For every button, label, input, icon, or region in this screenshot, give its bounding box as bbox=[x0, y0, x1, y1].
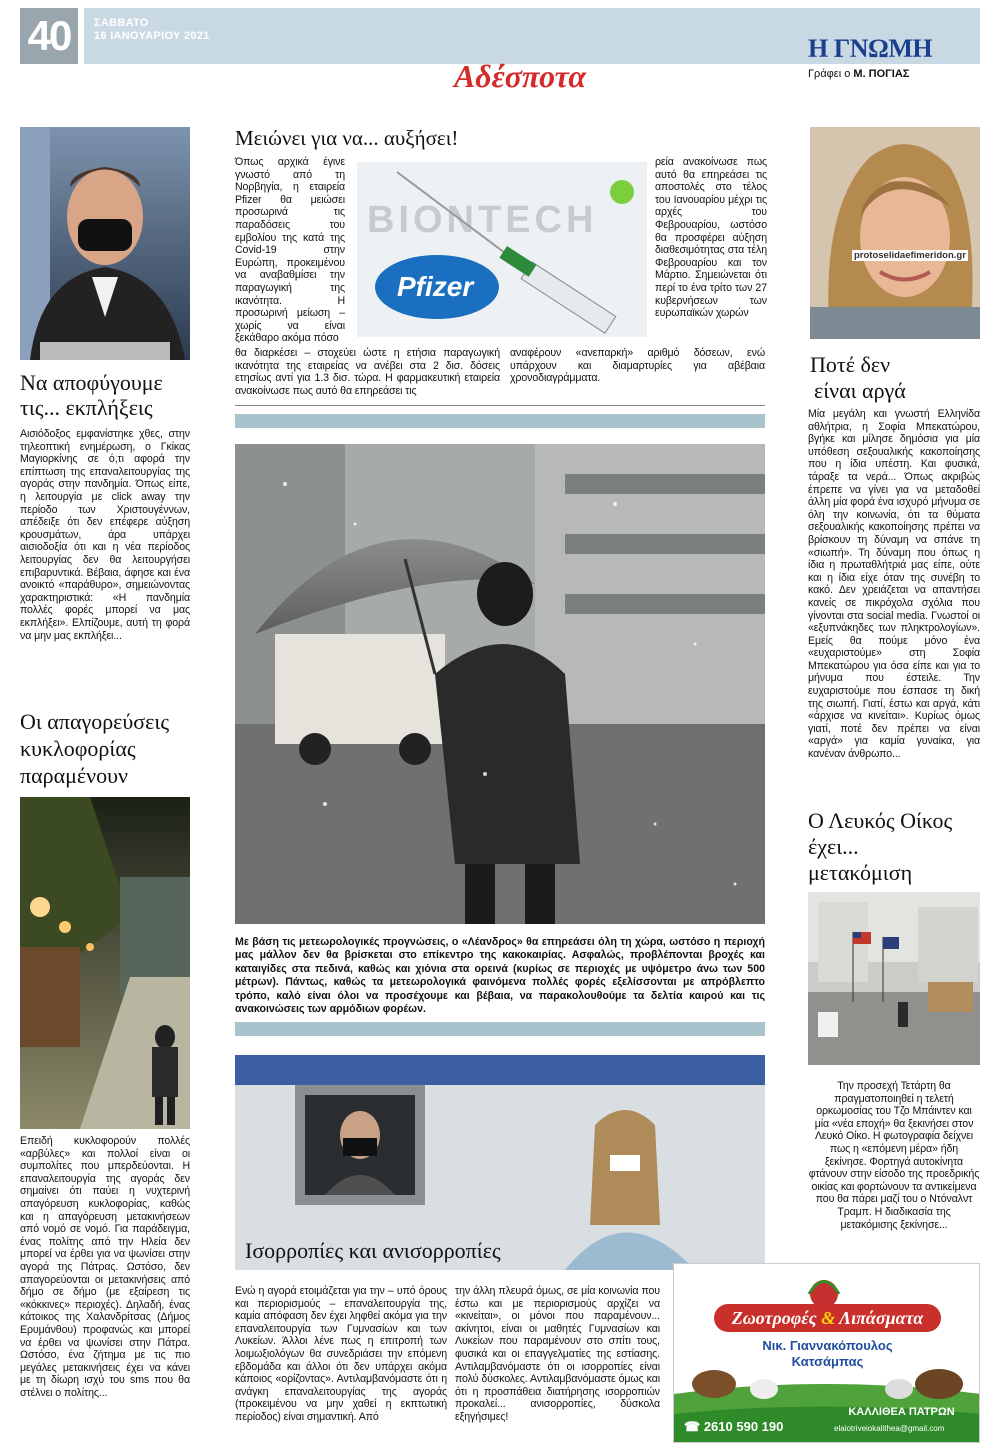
article-pfizer-col3: ρεία ανακοίνωσε πως αυτό θα επηρεάσει τις αποστολές στο τέλος του Ιανουαρίου μέχρι τις αρχές του Φεβρουαρίου, ωστόσο θα προσφέρει αύξηση διαθεσιμότητας στα τέλη Φεβρουαρίου και τον Μάρτιο. Σημειώνεται ότι περί το ένα τρίτο των 27 κυβερνήσεων των ευρωπαϊκών χωρών bbox=[655, 156, 767, 320]
headline-line-2: είναι αργά bbox=[814, 378, 906, 403]
ad-title-part2: Λιπάσματα bbox=[839, 1308, 924, 1328]
headline-line-1: Οι απαγορεύσεις bbox=[20, 709, 170, 734]
ad-email: elaiotriveiokalithea@gmail.com bbox=[834, 1424, 945, 1433]
page-number: 40 bbox=[20, 8, 78, 64]
article-never-too-late-body: Μία μεγάλη και γνωστή Ελληνίδα αθλήτρια, η Σοφία Μπεκατώρου, βγήκε και μίλησε δημόσια για μία υπόθεση σεξουαλικής κακοποίησης που η ίδια υπέστη. Και φυσικά, τάραξε τα νερά... Όπως ακριβώς έπρεπε να γίνει για να μεταδοθεί άλλη μία φορά ένα ισχυρό μήνυμα σε όλη την κοινωνία, ότι τα θύματα σεξουαλικής κακοποίησης πρέπει να βρίσκουν τη δύναμη να σπάνε τη «σιωπή». Τη δύναμη που όπως η ίδια η πρωταθλήτριά μας είπε, ούτε και η ίδια είχε όταν της συνέβη το κακό. Δεν χρειάζεται να απαντήσει κανείς σε πικρόχολα σχόλια που γίνονται στα social media. Γνωστοί οι «εξυπνάκηδες των πληκτρολογίων». Εμείς θα πούμε μόνο ένα «ευχαριστούμε» στη Σοφία Μπεκατώρου για όσα είπε και για το μήνυμα που έστειλε. Την ευχαριστούμε που έσπασε τη δική της σιωπή. Γιατί, έστω και αργά, κάτι «άρχισε να κινείται». Κυρίως όμως γιατί, ποτέ δεν πρέπει να είναι «αργά» για καμία γυναίκα, για κανέναν άνθρωπο... bbox=[808, 408, 980, 761]
photo-white-house-svg bbox=[808, 892, 980, 1065]
headline-line-1: Ποτέ δεν bbox=[810, 352, 891, 377]
headline-white-house bbox=[808, 808, 983, 886]
headline-line-3: μετακόμιση bbox=[808, 860, 913, 885]
photo-sofia-bekatorou bbox=[810, 127, 980, 339]
column-writer bbox=[808, 68, 909, 80]
headline-line-2: τις... εκπλήξεις bbox=[20, 395, 153, 420]
ad-title-part1: Ζωοτροφές bbox=[731, 1308, 817, 1328]
article-white-house-body: Την προσεχή Τετάρτη θα πραγματοποιηθεί η τελετή ορκωμοσίας του Τζο Μπάιντεν και μία «νέα εποχή» θα ξεκινήσει στον Λευκό Οίκο. Η φωτογραφία δείχνει πως η «επόμενη μέρα» ήδη ξεκίνησε. Φορτηγά αυτοκίνητα φτάνουν στην είσοδο της προεδρικής οικίας και φορτώνουν τα αντικείμενα που θα πάρει μαζί του ο Ντόναλντ Τραμπ. Η διαδικασία της μετακόμισης ξεκίνησε... bbox=[808, 1080, 980, 1231]
section-title: Αδέσποτα bbox=[453, 58, 587, 94]
headline-never-too-late bbox=[810, 352, 980, 404]
ad-phone bbox=[684, 1419, 783, 1435]
article-pfizer-col1: Όπως αρχικά έγινε γνωστό από τη Νορβηγία, η εταιρεία Pfizer θα μειώσει προσωρινά τις παραδόσεις του εμβολίου της κατά της Covid-19 στην Ευρώπη, προκειμένου να αναβαθμίσει την παραγωγική της ικανότητα. Η προσωρινή μείωση – χωρίς να είναι ξεκάθαρο ακόμα πόσο bbox=[235, 156, 345, 345]
headline-balances: Ισορροπίες και ανισορροπίες bbox=[245, 1238, 501, 1263]
photo-night-street-svg bbox=[20, 797, 190, 1129]
headline-line-2: κυκλοφορίας bbox=[20, 736, 136, 761]
ad-phone-number: 2610 590 190 bbox=[703, 1419, 784, 1434]
writer-prefix: Γράφει ο bbox=[808, 68, 851, 80]
photo-umbrella-svg bbox=[235, 444, 765, 924]
ad-title-amp: & bbox=[821, 1308, 836, 1328]
article-restrictions-body: Επειδή κυκλοφορούν πολλές «αρβύλες» και πολλοί είναι οι συμπολίτες που μπερδεύονται. Η επαναλειτουργία της αγοράς δεν σημαίνει ότι παύει η νυχτερινή απαγόρευση κυκλοφορίας, καθώς και η απαγόρευση μετακινήσεων από νομό σε νομό. Για παράδειγμα, ένας πολίτης από την Ηλεία δεν μπορεί να έρθει για να ψωνίσει στην αγορά της Πάτρας. Ωστόσο, δεν απαγορεύονται οι μετακινήσεις από δήμο σε δήμο (με εξαίρεση τις «κόκκινες» περιοχές). Δηλαδή, ένας κάτοικος της Χαλανδρίτσας (Δήμος Ερυμάνθου) προφανώς και μπορεί να έρθει να ψωνίσει στην Πάτρα. Ωστόσο, ένα ζήτημα με τις πιο μεγάλες μετακινήσεις έχει να κάνει με τη δίωρη ισχύ του sms που θα στέλνει ο πολίτης... bbox=[20, 1135, 190, 1399]
ad-owner-line2: Κατσάμπας bbox=[791, 1354, 864, 1369]
headline-reduce-to-increase: Μειώνει για να... αυξήσει! bbox=[235, 126, 459, 150]
watermark: protoselidaefimeridon.gr bbox=[854, 250, 966, 261]
headline-avoid-surprises bbox=[20, 370, 195, 420]
article-pfizer-bottom-left: θα διαρκέσει – στοχεύει ώστε η ετήσια παραγωγική ικανότητα της εταιρείας να ανέβει στα 2 δισ. δόσεις ετησίως αντί για 1.3 δισ. τώρα. Η φαρμακευτική εταιρεία ανακοίνωσε πως αυτό θα επηρεάσει τις bbox=[235, 347, 500, 397]
photo-caption-weather: Με βάση τις μετεωρολογικές προγνώσεις, ο «Λέανδρος» θα επηρεάσει όλη τη χώρα, ωστόσο η περιοχή μας μάλλον δεν θα βρίσκεται στο επίκεντρο της κακοκαιρίας. Ασφαλώς, προβλέπονται βροχές και καταιγίδες στα πεδινά, καθώς και χιόνια στα ορεινά (κυρίως σε περιοχές με υψόμετρο άνω των 500 μέτρων). Πάντως, καθώς τα μετεωρολογικά φαινόμενα πολλές φορές εξελίσσονται με απρόβλεπτο τρόπο, καλό είναι όλοι να προσέχουμε και βέβαια, να παρακολουθούμε τα δελτία καιρού και τις ανακοινώσεις των αρμόδιων φορέων. bbox=[235, 936, 765, 1016]
headline-line-1: Να αποφύγουμε bbox=[20, 370, 163, 395]
photo-night-street bbox=[20, 797, 190, 1129]
header-day: ΣΑΒΒΑΤΟ bbox=[94, 17, 149, 29]
divider bbox=[235, 405, 765, 406]
advertisement-feed-store bbox=[673, 1263, 980, 1443]
pfizer-image-text: Pfizer bbox=[397, 271, 474, 302]
writer-name: Μ. ΠΟΓΙΑΣ bbox=[853, 68, 910, 80]
photo-sofia-svg bbox=[810, 127, 980, 339]
photo-umbrella-snow bbox=[235, 444, 765, 924]
headline-line-1: Ο Λευκός Οίκος bbox=[808, 808, 953, 833]
article-avoid-surprises-body: Αισιόδοξος εμφανίστηκε χθες, στην τηλεοπτική ενημέρωση, ο Γκίκας Μαγιορκίνης σε ό,τι αφορά την επίπτωση της επαναλειτουργίας της αγοράς στην πανδημία. Όπως είπε, η λειτουργία με click away την περίοδο των Χριστουγέννων, απέδειξε ότι δεν επέφερε αύξηση κρουσμάτων, άρα υπάρχει αισιοδοξία ότι και η νέα περίοδος λειτουργίας δεν θα λειτουργήσει επιβαρυντικά. Βέβαια, άφησε και ένα ανοικτό «παράθυρο», σημειώνοντας χαρακτηριστικά: «Η πανδημία πολλές φορές μπορεί να μας εκπλήξει». Ελπίζουμε, αυτή τη φορά να μην μας εκπλήξει... bbox=[20, 428, 190, 642]
phone-icon: ☎ bbox=[684, 1419, 701, 1434]
photo-white-house-moving bbox=[808, 892, 980, 1065]
headline-line-3: παραμένουν bbox=[20, 763, 128, 788]
ad-owner-line1: Νικ. Γιαννακόπουλος bbox=[762, 1338, 893, 1353]
photo-pfizer-biontech-vaccine bbox=[357, 162, 647, 337]
newspaper-logo-text: Η ΓΝΩΜΗ bbox=[808, 34, 933, 63]
article-balances-col1: Ενώ η αγορά ετοιμάζεται για την – υπό όρους και περιορισμούς – επαναλειτουργία της, καμία απόφαση δεν έχει ληφθεί ακόμα για την επαναλειτουργία των Γυμνασίων και των Λυκείων. Άλλοι λένε πως η επιτροπή των λοιμωξιολόγων θα συνεδριάσει την επόμενη εβδομάδα και άλλοι ότι δεν υπάρχει ακόμα κάποιος «ορίζοντας». Αντιλαμβανόμαστε ότι η ανάγκη επαναλειτουργίας της αγοράς (προκειμένου να μην χαθεί η εκπτωτική περίοδος) είναι σημαντική. Από bbox=[235, 1285, 447, 1423]
ad-location: ΚΑΛΛΙΘΕΑ ΠΑΤΡΩΝ bbox=[848, 1406, 955, 1418]
ad-title-banner bbox=[714, 1304, 941, 1332]
photo-official-svg bbox=[20, 127, 190, 360]
photo-official-with-mask bbox=[20, 127, 190, 360]
article-pfizer-bottom-right: αναφέρουν «ανεπαρκή» αριθμό δόσεων, ενώ υπάρχουν και διαμαρτυρίες για αβέβαια χρονοδιαγράμματα. bbox=[510, 347, 765, 385]
header-date: 16 ΙΑΝΟΥΑΡΙΟΥ 2021 bbox=[94, 30, 210, 42]
blue-band bbox=[235, 414, 765, 428]
headline-line-2: έχει... bbox=[808, 834, 859, 859]
headline-restrictions-remain bbox=[20, 708, 200, 789]
newspaper-logo bbox=[808, 34, 978, 64]
article-balances-col2: την άλλη πλευρά όμως, σε μία κοινωνία που έστω και με περιορισμούς αρχίζει να «κινείται», οι μόνοι που παραμένουν... ακίνητοι, είναι οι μαθητές Γυμνασίων και Λυκείων που παραμένουν στο σπίτι τους, φυσικά και οι επαγγελματίες της εστίασης. Αντιλαμβανόμαστε ότι οι ισορροπίες είναι πολύ δύσκολες. Αντιλαμβανόμαστε όμως και ότι η προσπάθεια διατήρησης ισορροπιών προκαλεί... ανισορροπίες, δύσκολα εξηγήσιμες! bbox=[455, 1285, 660, 1423]
photo-pfizer-svg bbox=[357, 162, 647, 337]
blue-band bbox=[235, 1022, 765, 1036]
biontech-image-text: BIONTECH bbox=[367, 199, 598, 241]
